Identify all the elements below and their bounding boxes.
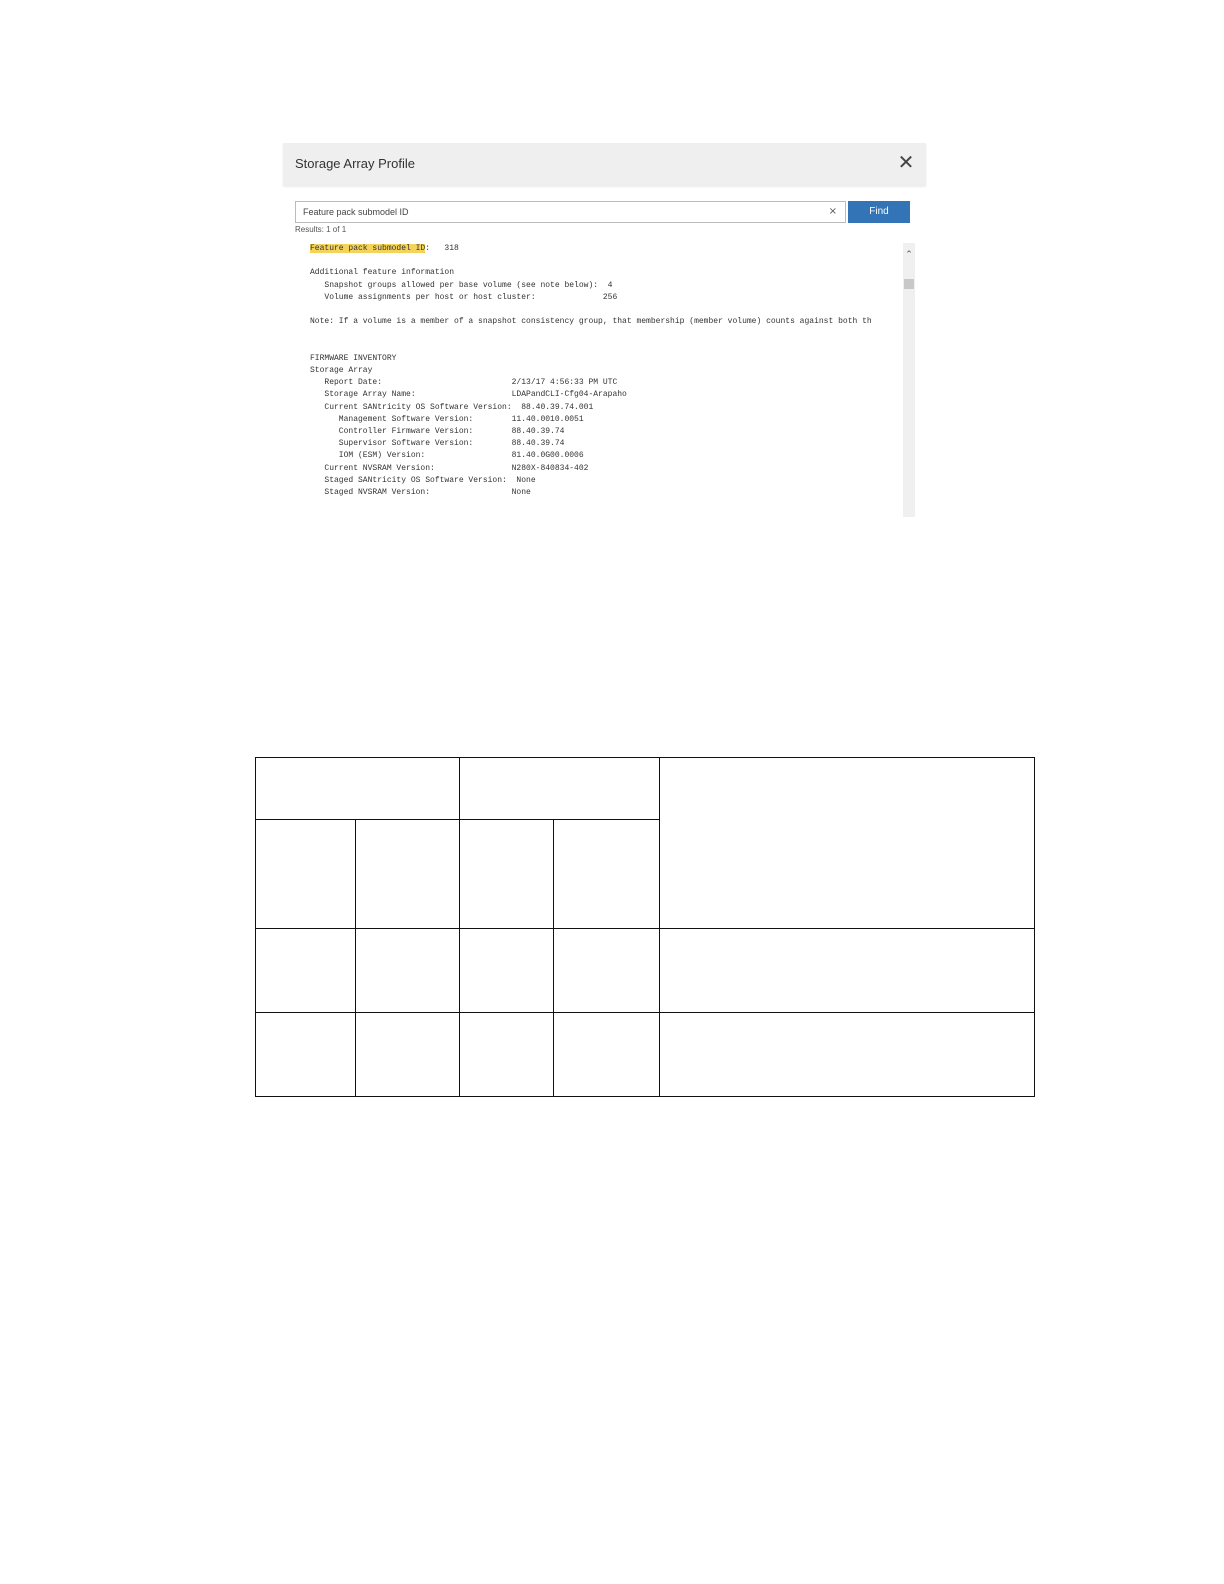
table-cell [355,1012,460,1097]
table-header-cell [659,757,1035,929]
clear-search-icon[interactable]: × [828,206,837,217]
profile-text-pane[interactable] [295,243,915,517]
table-cell [459,1012,554,1097]
table-cell [355,928,460,1013]
profile-lines: Additional feature information Snapshot groups allowed per base volume (see note below): 4 Volume assignments per host or host cluster: 256 Note: If a volume is a member of a snapshot consistency group, that membership (member volume) counts against both th FIRMWARE INVENTORY Storage Array Report Date: 2/13/17 4:56:33 PM UTC Storage Array Name: LDAPandCLI-Cfg04-Arapaho Current SANtricity OS Software Version: 88.40.39.74.001 Management Software Version: 11.40.0010.0051 Controller Firmware Version: 88.40.39.74 Supervisor Software Version: 88.40.39.74 IOM (ESM) Version: 81.40.0G00.0006 Current NVSRAM Version: N280X-840834-402 Staged SANtricity OS Software Version: None Staged NVSRAM Version: None [310,268,872,498]
table-cell [255,928,356,1013]
table-cell [553,928,660,1013]
dialog-title: Storage Array Profile [295,156,415,171]
close-icon[interactable]: ✕ [897,150,915,174]
match-value: : 318 [425,244,459,253]
table-subheader-cell [553,819,660,929]
table-subheader-cell [355,819,460,929]
table-cell [255,1012,356,1097]
dialog-header [283,143,926,185]
table-cell [659,928,1035,1013]
table-subheader-cell [459,819,554,929]
table-cell [459,928,554,1013]
profile-text [310,243,872,499]
vertical-scrollbar[interactable] [903,243,915,517]
search-box [295,201,846,223]
results-count: Results: 1 of 1 [295,225,347,234]
empty-table [255,757,1035,1097]
chevron-up-icon[interactable]: ⌃ [905,250,913,260]
table-header-cell [255,757,460,820]
search-match-highlight: Feature pack submodel ID [310,244,426,253]
find-button[interactable]: Find [848,201,910,223]
table-cell [659,1012,1035,1097]
scroll-thumb[interactable] [904,279,914,289]
table-header-cell [459,757,660,820]
storage-array-profile-dialog [283,143,926,521]
table-subheader-cell [255,819,356,929]
search-input[interactable] [296,202,816,222]
table-cell [553,1012,660,1097]
